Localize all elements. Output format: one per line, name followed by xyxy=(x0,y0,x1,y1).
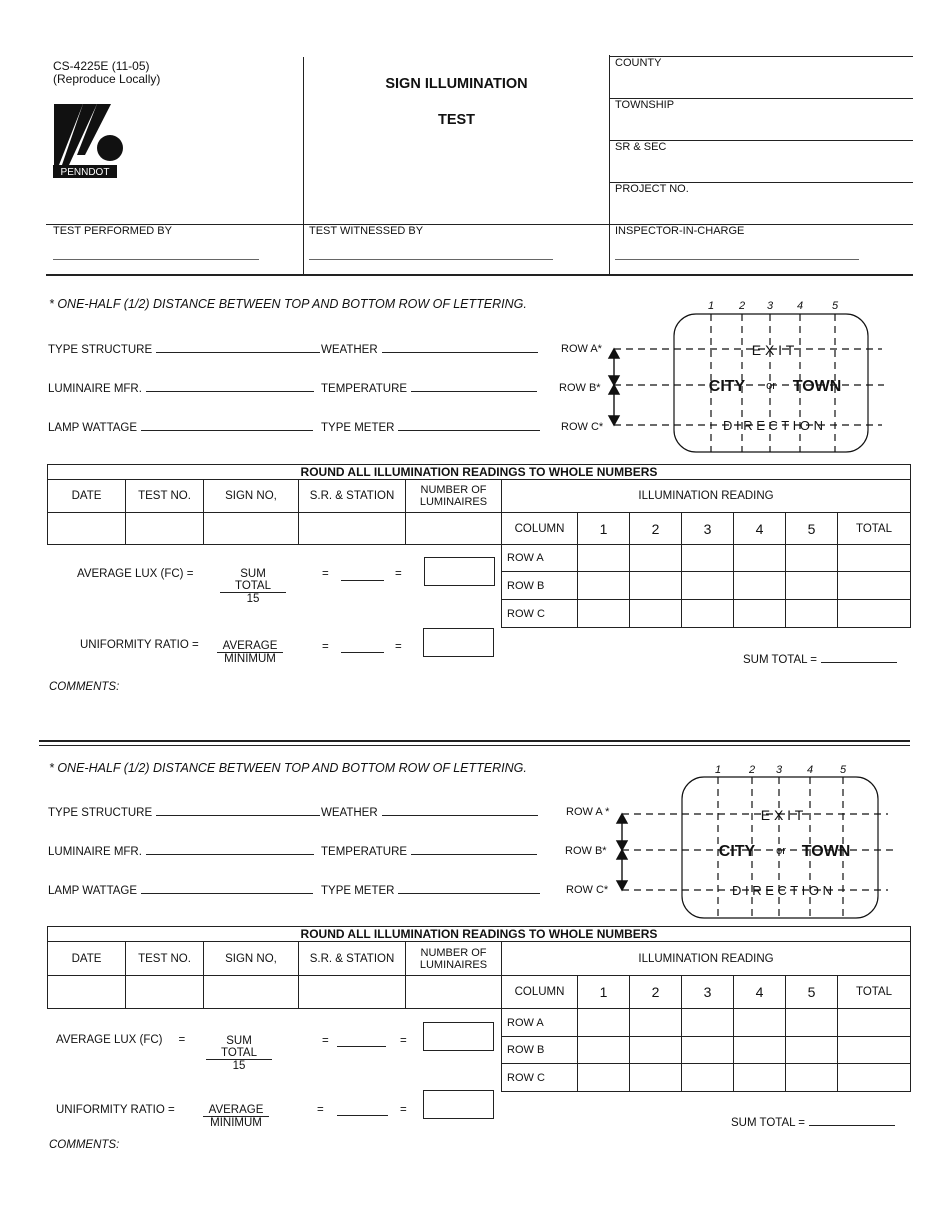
equals-sign: = xyxy=(317,1104,324,1116)
form-title: SIGN ILLUMINATION xyxy=(385,76,528,92)
header-date: DATE xyxy=(48,942,126,976)
sum-total-fraction: SUM TOTAL 15 xyxy=(220,568,286,605)
reading-cell[interactable] xyxy=(630,1009,682,1037)
type-meter-field[interactable]: TYPE METER xyxy=(321,884,540,897)
column-number-2: 2 xyxy=(748,764,756,776)
average-lux-label: AVERAGE LUX (FC) = xyxy=(77,568,194,580)
sign-town-text: TOWN xyxy=(801,843,851,860)
test-performed-by-line[interactable] xyxy=(53,259,259,260)
project-no-field[interactable]: PROJECT NO. xyxy=(615,183,689,195)
sign-city-text: CITY xyxy=(718,843,756,860)
weather-field[interactable]: WEATHER xyxy=(321,343,538,356)
luminaires-cell[interactable] xyxy=(406,513,502,545)
equals-sign: = xyxy=(395,568,402,580)
column-number-5: 5 xyxy=(839,764,847,776)
row-a-label: ROW A* xyxy=(561,343,602,355)
sum-total-fraction: SUM TOTAL 15 xyxy=(206,1035,272,1072)
row-b-label: ROW B* xyxy=(565,845,607,857)
col-2: 2 xyxy=(630,976,682,1009)
header-luminaires: NUMBER OF LUMINAIRES xyxy=(406,942,502,976)
column-label: COLUMN xyxy=(502,976,578,1009)
sign-no-cell[interactable] xyxy=(204,976,299,1009)
table-title: ROUND ALL ILLUMINATION READINGS TO WHOLE NUMBERS xyxy=(48,465,911,480)
sign-or-text: or xyxy=(766,380,776,392)
luminaires-cell[interactable] xyxy=(406,976,502,1009)
lamp-wattage-field[interactable]: LAMP WATTAGE xyxy=(48,421,313,434)
sr-station-cell[interactable] xyxy=(299,976,406,1009)
test-witnessed-by-label: TEST WITNESSED BY xyxy=(309,225,424,237)
average-minimum-fraction: AVERAGE MINIMUM xyxy=(203,1104,269,1129)
row-c-grid-label: ROW C xyxy=(502,1064,578,1092)
row-b-label: ROW B* xyxy=(559,382,601,394)
weather-field[interactable]: WEATHER xyxy=(321,806,538,819)
sign-diagram xyxy=(610,760,900,924)
col-1: 1 xyxy=(578,513,630,545)
average-lux-result-box[interactable] xyxy=(424,557,495,586)
row-b-grid-label: ROW B xyxy=(502,1037,578,1064)
readings-table xyxy=(47,926,911,1092)
reading-cell[interactable] xyxy=(734,545,786,572)
type-meter-field[interactable]: TYPE METER xyxy=(321,421,540,434)
equals-sign: = xyxy=(322,1035,329,1047)
test-no-cell[interactable] xyxy=(126,513,204,545)
lamp-wattage-field[interactable]: LAMP WATTAGE xyxy=(48,884,313,897)
average-lux-result-box[interactable] xyxy=(423,1022,494,1051)
test-witnessed-by-line[interactable] xyxy=(309,259,553,260)
equals-sign: = xyxy=(322,568,329,580)
row-c-label: ROW C* xyxy=(566,884,609,896)
sr-sec-field[interactable]: SR & SEC xyxy=(615,141,667,153)
reading-cell[interactable] xyxy=(734,600,786,628)
header-date: DATE xyxy=(48,480,126,513)
uniformity-blank[interactable] xyxy=(341,652,384,653)
col-1: 1 xyxy=(578,976,630,1009)
reading-cell[interactable] xyxy=(630,572,682,600)
reading-cell[interactable] xyxy=(786,545,838,572)
reading-cell[interactable] xyxy=(682,1064,734,1092)
total-label: TOTAL xyxy=(838,513,911,545)
header-luminaires: NUMBER OF LUMINAIRES xyxy=(406,480,502,513)
uniformity-ratio-label: UNIFORMITY RATIO = xyxy=(56,1104,175,1116)
section-divider xyxy=(39,740,910,742)
total-label: TOTAL xyxy=(838,976,911,1009)
inspector-line[interactable] xyxy=(615,259,859,260)
uniformity-ratio-label: UNIFORMITY RATIO = xyxy=(80,639,199,651)
reading-cell[interactable] xyxy=(786,572,838,600)
reading-cell[interactable] xyxy=(734,572,786,600)
reading-cell[interactable] xyxy=(578,572,630,600)
reading-cell[interactable] xyxy=(578,1064,630,1092)
total-cell[interactable] xyxy=(838,545,911,572)
total-cell[interactable] xyxy=(838,1037,911,1064)
reading-cell[interactable] xyxy=(630,1064,682,1092)
equals-sign: = xyxy=(395,641,402,653)
row-c-label: ROW C* xyxy=(561,421,604,433)
test-no-cell[interactable] xyxy=(126,976,204,1009)
column-number-2: 2 xyxy=(738,300,746,312)
sign-diagram xyxy=(600,296,890,460)
comments-label: COMMENTS: xyxy=(49,1139,120,1151)
header-sr-station: S.R. & STATION xyxy=(299,480,406,513)
average-minimum-fraction: AVERAGE MINIMUM xyxy=(217,640,283,665)
reading-cell[interactable] xyxy=(630,1037,682,1064)
sum-total-field[interactable]: SUM TOTAL = xyxy=(743,653,897,666)
type-structure-field[interactable]: TYPE STRUCTURE xyxy=(48,343,320,356)
col-2: 2 xyxy=(630,513,682,545)
column-number-1: 1 xyxy=(714,764,722,776)
column-number-1: 1 xyxy=(707,300,715,312)
total-cell[interactable] xyxy=(838,1064,911,1092)
uniformity-result-box[interactable] xyxy=(423,628,494,657)
col-5: 5 xyxy=(786,976,838,1009)
row-a-grid-label: ROW A xyxy=(502,545,578,572)
column-number-4: 4 xyxy=(806,764,814,776)
row-c-grid-label: ROW C xyxy=(502,600,578,628)
sign-direction-text: D I R E C T I O N xyxy=(732,883,832,898)
reading-cell[interactable] xyxy=(630,600,682,628)
reading-cell[interactable] xyxy=(682,545,734,572)
row-b-grid-label: ROW B xyxy=(502,572,578,600)
sign-direction-text: D I R E C T I O N xyxy=(723,418,823,433)
reading-cell[interactable] xyxy=(734,1064,786,1092)
sign-exit-text: E X I T xyxy=(760,807,804,823)
uniformity-blank[interactable] xyxy=(337,1115,388,1116)
header-test-no: TEST NO. xyxy=(126,480,204,513)
header-sr-station: S.R. & STATION xyxy=(299,942,406,976)
type-structure-field[interactable]: TYPE STRUCTURE xyxy=(48,806,320,819)
sign-city-text: CITY xyxy=(708,378,746,395)
header-sign-no: SIGN NO, xyxy=(204,480,299,513)
column-number-5: 5 xyxy=(831,300,839,312)
reading-cell[interactable] xyxy=(734,1009,786,1037)
column-number-3: 3 xyxy=(766,300,774,312)
sign-or-text: or xyxy=(776,845,786,857)
col-5: 5 xyxy=(786,513,838,545)
total-cell[interactable] xyxy=(838,1009,911,1037)
col-4: 4 xyxy=(734,513,786,545)
header-test-no: TEST NO. xyxy=(126,942,204,976)
reading-cell[interactable] xyxy=(578,600,630,628)
township-field[interactable]: TOWNSHIP xyxy=(615,99,675,111)
equals-sign: = xyxy=(322,641,329,653)
sign-no-cell[interactable] xyxy=(204,513,299,545)
header-illumination: ILLUMINATION READING xyxy=(502,480,911,513)
date-cell[interactable] xyxy=(48,976,126,1009)
logo-text: PENNDOT xyxy=(60,167,110,178)
average-lux-blank[interactable] xyxy=(337,1046,386,1047)
equals-sign: = xyxy=(400,1035,407,1047)
section-divider xyxy=(39,745,910,746)
col-3: 3 xyxy=(682,976,734,1009)
equals-sign: = xyxy=(400,1104,407,1116)
uniformity-result-box[interactable] xyxy=(423,1090,494,1119)
reading-cell[interactable] xyxy=(682,1037,734,1064)
total-cell[interactable] xyxy=(838,600,911,628)
readings-table xyxy=(47,464,911,628)
sign-town-text: TOWN xyxy=(792,378,842,395)
column-label: COLUMN xyxy=(502,513,578,545)
reading-cell[interactable] xyxy=(786,1009,838,1037)
sign-exit-text: E X I T xyxy=(751,342,795,358)
date-cell[interactable] xyxy=(48,513,126,545)
half-distance-note: * ONE-HALF (1/2) DISTANCE BETWEEN TOP AND BOTTOM ROW OF LETTERING. xyxy=(49,761,527,775)
reading-cell[interactable] xyxy=(734,1037,786,1064)
reading-cell[interactable] xyxy=(786,1064,838,1092)
luminaire-mfr-field[interactable]: LUMINAIRE MFR. xyxy=(48,845,314,858)
reading-cell[interactable] xyxy=(786,1037,838,1064)
half-distance-note: * ONE-HALF (1/2) DISTANCE BETWEEN TOP AND BOTTOM ROW OF LETTERING. xyxy=(49,297,527,311)
comments-label: COMMENTS: xyxy=(49,681,120,693)
col-3: 3 xyxy=(682,513,734,545)
form-number: CS-4225E (11-05) xyxy=(53,59,150,73)
form-title-test: TEST xyxy=(437,112,476,128)
average-lux-blank[interactable] xyxy=(341,580,384,581)
reproduce-note: (Reproduce Locally) xyxy=(53,72,161,86)
penndot-logo xyxy=(53,103,123,179)
reading-cell[interactable] xyxy=(786,600,838,628)
reading-cell[interactable] xyxy=(630,545,682,572)
column-number-3: 3 xyxy=(775,764,783,776)
column-number-4: 4 xyxy=(796,300,804,312)
col-4: 4 xyxy=(734,976,786,1009)
reading-cell[interactable] xyxy=(578,1037,630,1064)
sum-total-field[interactable]: SUM TOTAL = xyxy=(731,1116,895,1129)
row-a-label: ROW A * xyxy=(566,806,610,818)
test-performed-by-label: TEST PERFORMED BY xyxy=(53,225,172,237)
reading-cell[interactable] xyxy=(682,572,734,600)
reading-cell[interactable] xyxy=(682,1009,734,1037)
inspector-label: INSPECTOR-IN-CHARGE xyxy=(615,225,745,237)
header-illumination: ILLUMINATION READING xyxy=(502,942,911,976)
temperature-field[interactable]: TEMPERATURE xyxy=(321,845,537,858)
reading-cell[interactable] xyxy=(578,545,630,572)
sr-station-cell[interactable] xyxy=(299,513,406,545)
average-lux-label: AVERAGE LUX (FC) = xyxy=(56,1034,186,1046)
header-sign-no: SIGN NO, xyxy=(204,942,299,976)
table-title: ROUND ALL ILLUMINATION READINGS TO WHOLE NUMBERS xyxy=(48,927,911,942)
luminaire-mfr-field[interactable]: LUMINAIRE MFR. xyxy=(48,382,314,395)
total-cell[interactable] xyxy=(838,572,911,600)
county-field[interactable]: COUNTY xyxy=(615,57,662,69)
row-a-grid-label: ROW A xyxy=(502,1009,578,1037)
reading-cell[interactable] xyxy=(682,600,734,628)
temperature-field[interactable]: TEMPERATURE xyxy=(321,382,537,395)
reading-cell[interactable] xyxy=(578,1009,630,1037)
